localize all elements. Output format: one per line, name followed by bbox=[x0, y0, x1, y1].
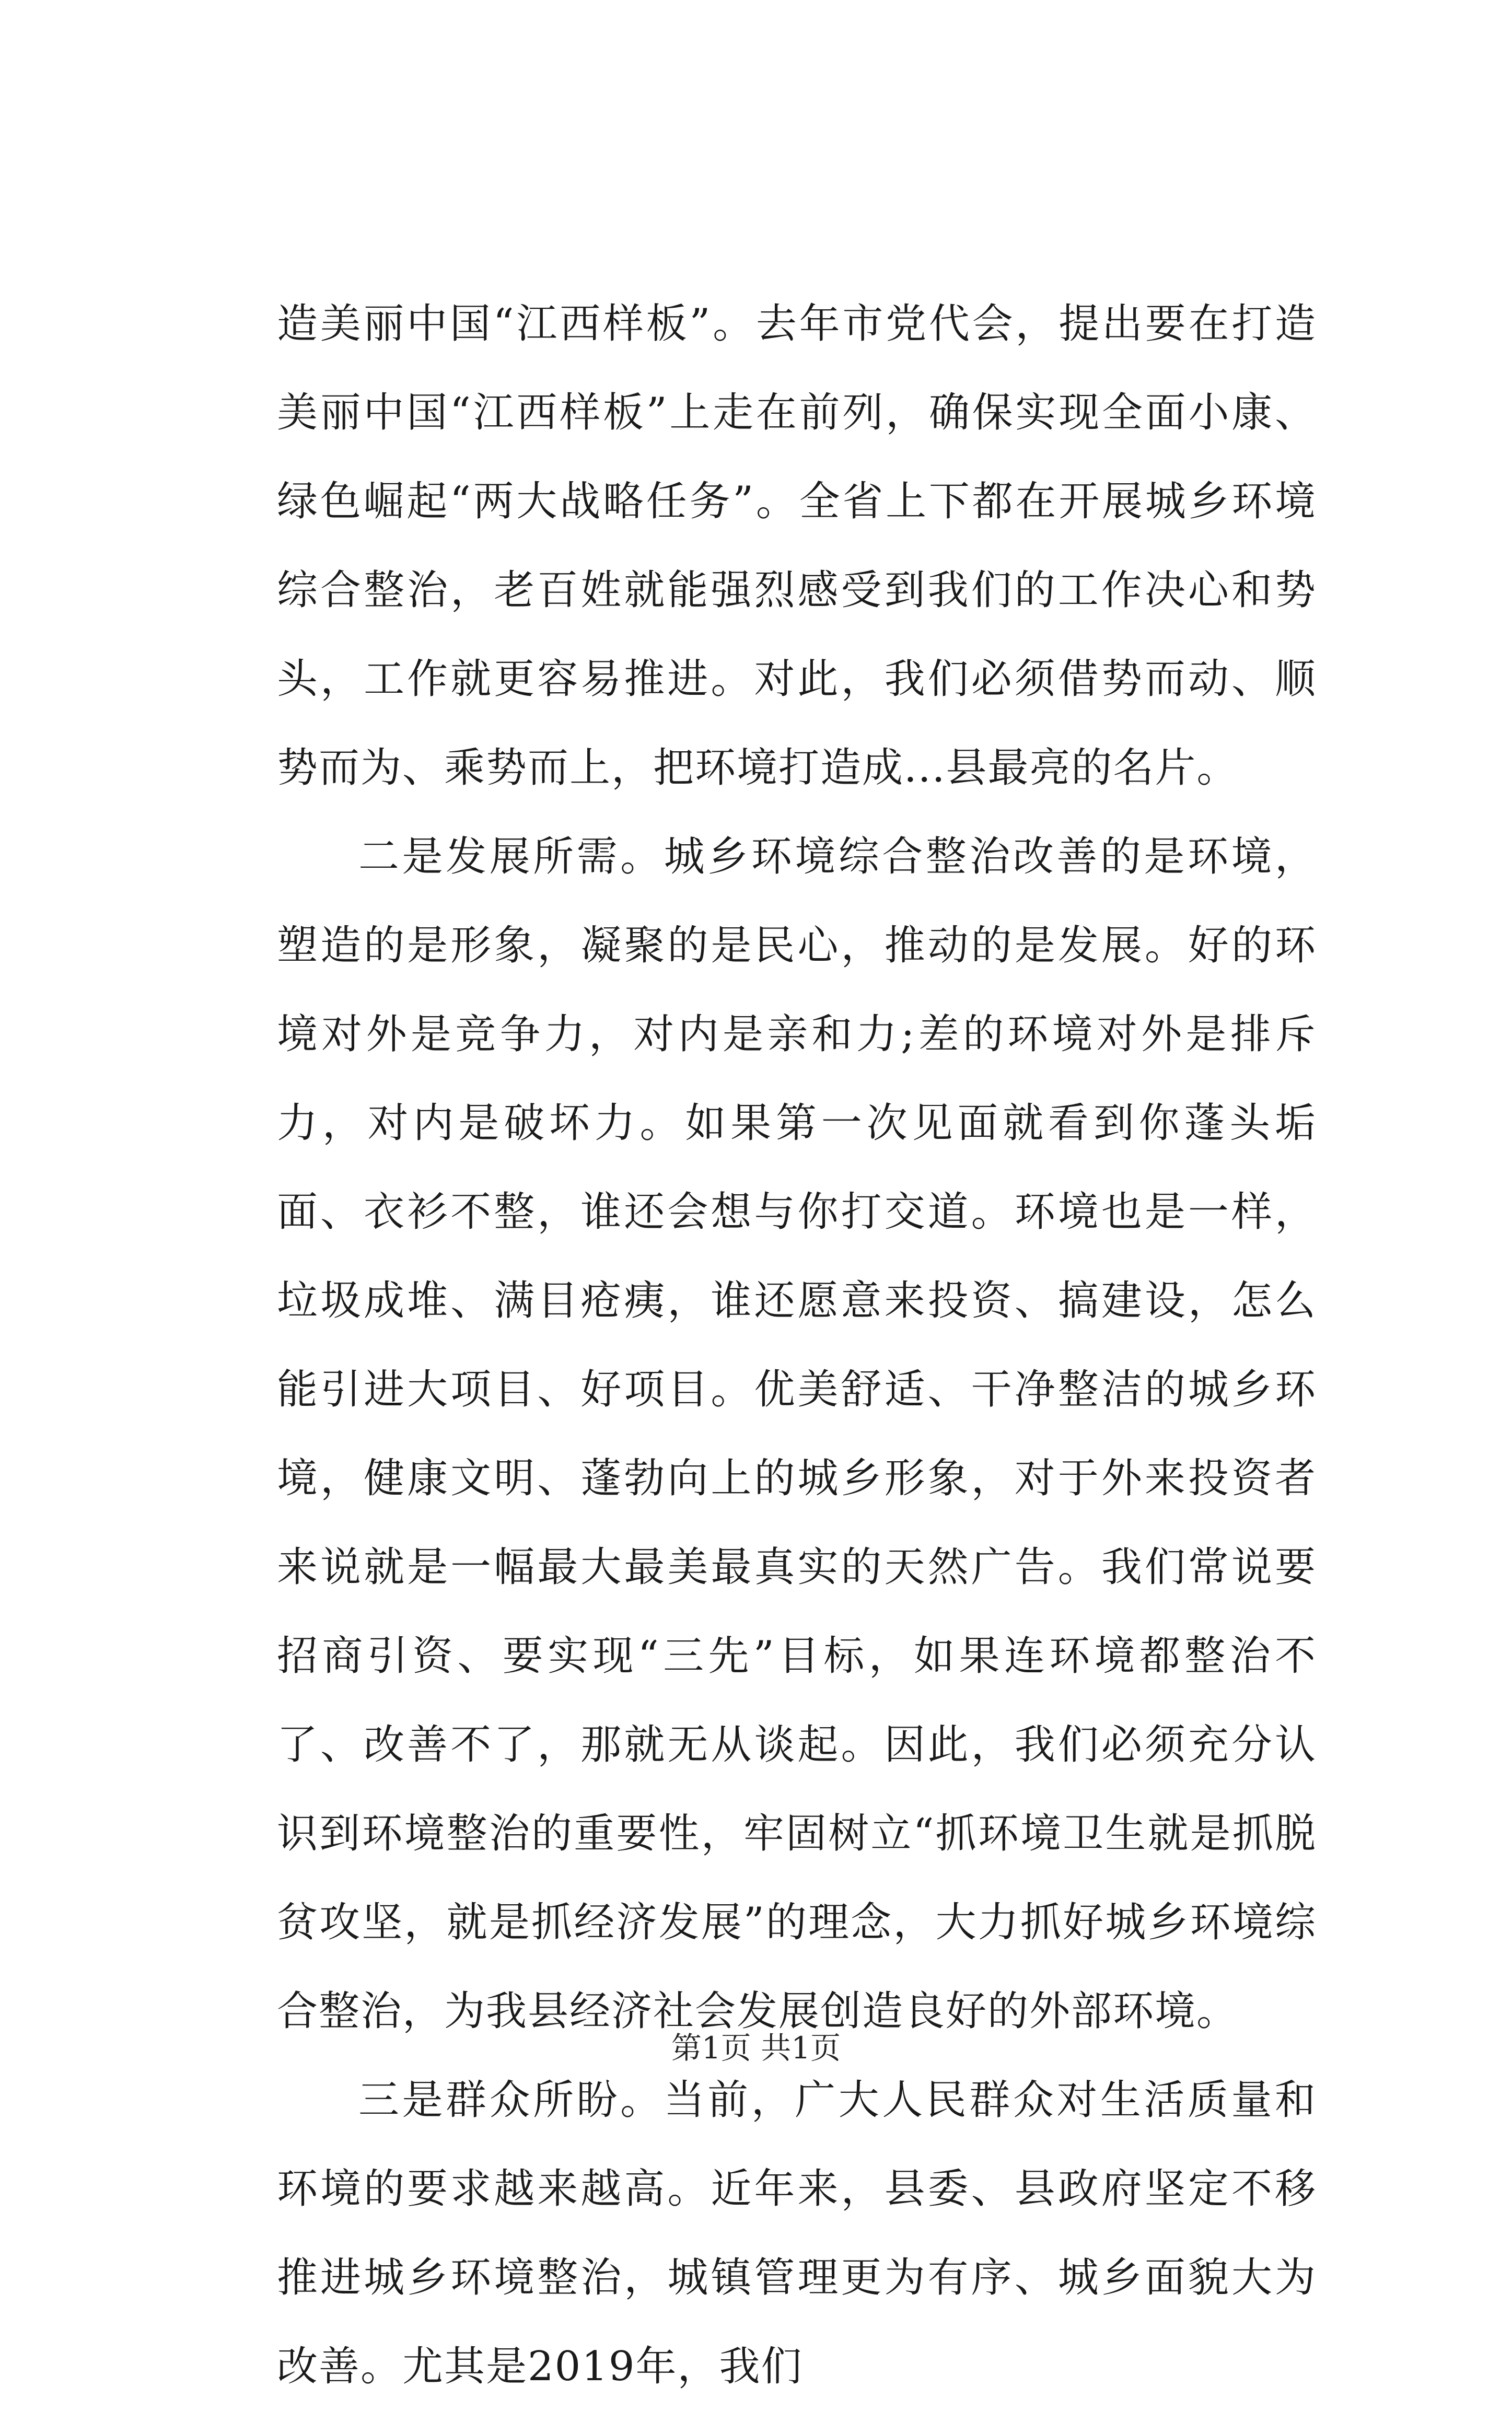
paragraph-continuation: 造美丽中国“江西样板”。去年市党代会，提出要在打造美丽中国“江西样板”上走在前列，确保实现全面小康、绿色崛起“两大战略任务”。全省上下都在开展城乡环境综合整治，老百姓就能强烈感受到我们的工作决心和势头，工作就更容易推进。对此，我们必须借势而动、顺势而为、乘势而上，把环境打造成...县最亮的名片。 bbox=[277, 300, 1317, 791]
document-body bbox=[277, 279, 1317, 2411]
page-footer: 第1页 共1页 bbox=[671, 2030, 841, 2066]
paragraph-development-needs: 二是发展所需。城乡环境综合整治改善的是环境，塑造的是形象，凝聚的是民心，推动的是发展。好的环境对外是竞争力，对内是亲和力;差的环境对外是排斥力，对内是破坏力。如果第一次见面就看到你蓬头垢面、衣衫不整，谁还会想与你打交道。环境也是一样，垃圾成堆、满目疮痍，谁还愿意来投资、搞建设，怎么能引进大项目、好项目。优美舒适、干净整洁的城乡环境，健康文明、蓬勃向上的城乡形象，对于外来投资者来说就是一幅最大最美最真实的天然广告。我们常说要招商引资、要实现“三先”目标，如果连环境都整治不了、改善不了，那就无从谈起。因此，我们必须充分认识到环境整治的重要性，牢固树立“抓环境卫生就是抓脱贫攻坚，就是抓经济发展”的理念，大力抓好城乡环境综合整治，为我县经济社会发展创造良好的外部环境。 bbox=[277, 833, 1317, 2035]
paragraph-public-expectations: 三是群众所盼。当前，广大人民群众对生活质量和环境的要求越来越高。近年来，县委、县政府坚定不移推进城乡环境整治，城镇管理更为有序、城乡面貌大为改善。尤其是2019年，我们 bbox=[277, 2077, 1317, 2390]
